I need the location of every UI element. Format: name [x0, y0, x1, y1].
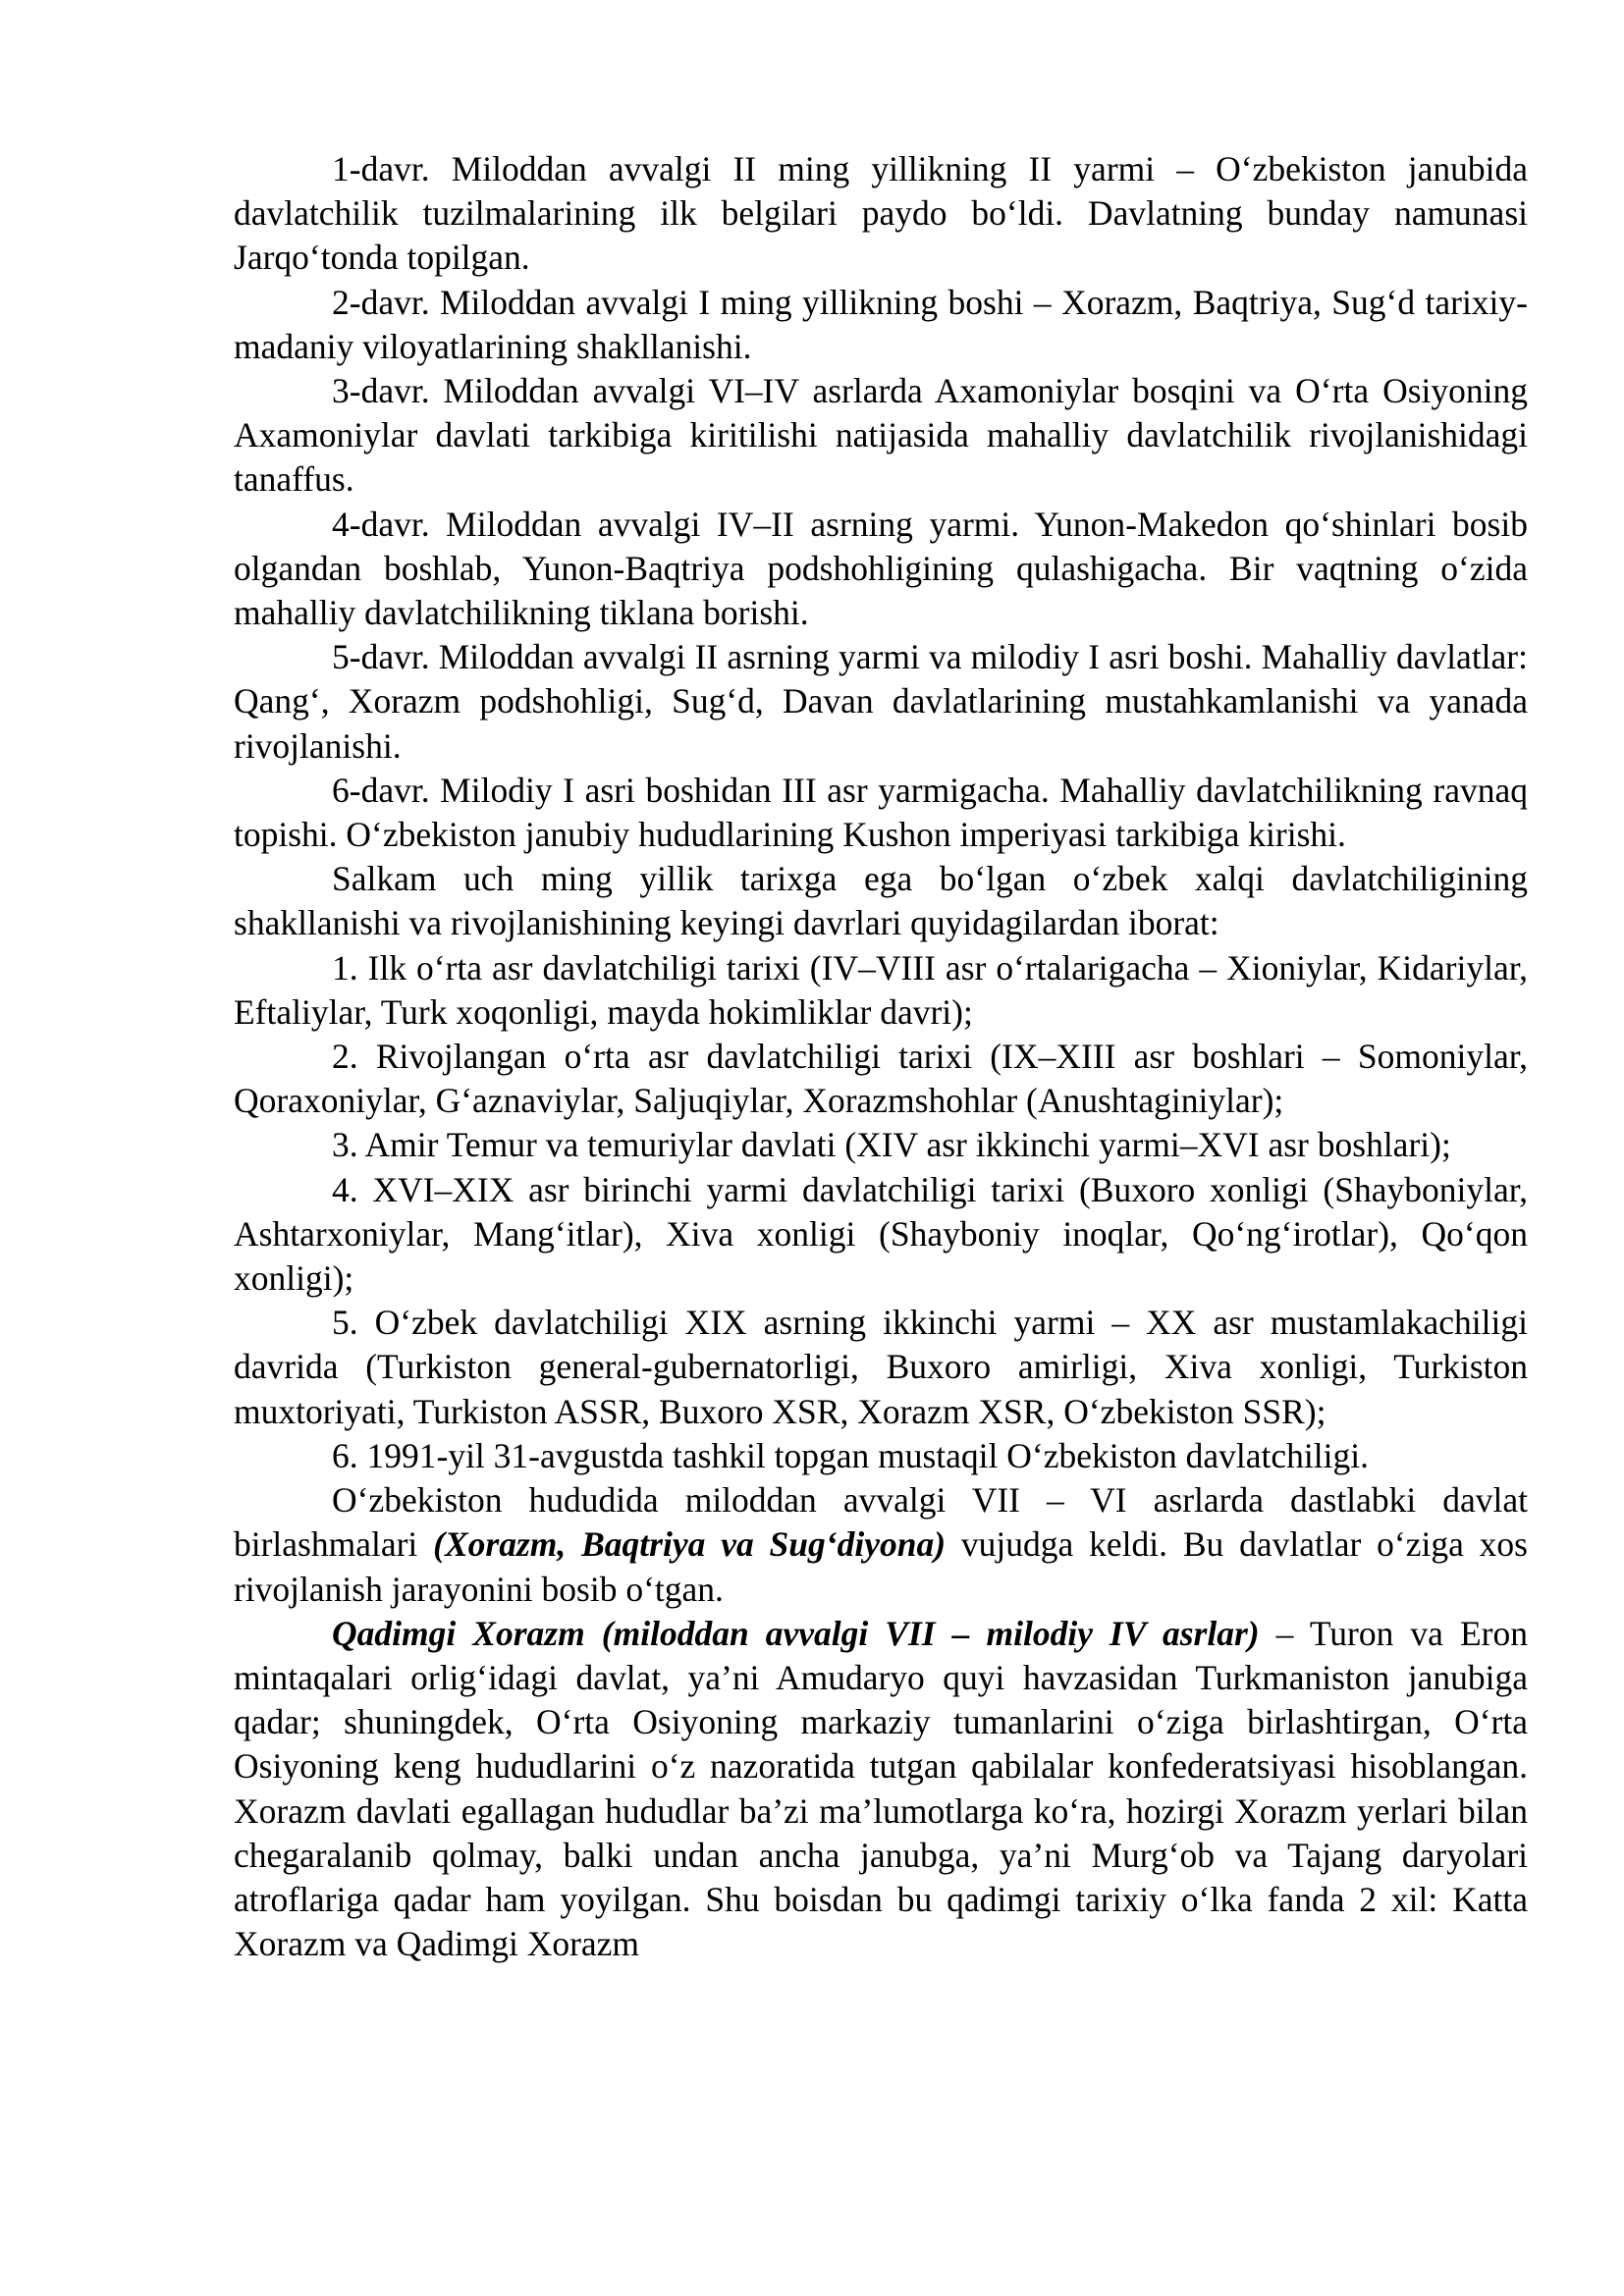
list-item-2: 2. Rivojlangan o‘rta asr davlatchiligi tarixi (IX–XIII asr boshlari – Somoniylar, Qoraxoniylar, G‘aznaviylar, Saljuqiylar, Xorazmshohlar (Anushtaginiylar);: [234, 1037, 1528, 1121]
paragraph-first-states-tail: vujudga keldi. Bu davlatlar o‘ziga xos rivojlanish jarayonini bosib o‘tgan.: [234, 1524, 1528, 1609]
list-item-6: 6. 1991-yil 31-avgustda tashkil topgan mustaqil O‘zbekiston davlatchiligi.: [332, 1435, 1369, 1475]
paragraph-later-periods-intro: Salkam uch ming yillik tarixga ega bo‘lgan o‘zbek xalqi davlatchiligining shakllanishi va rivojlanishining keyingi davrlari quyidagilardan iborat:: [234, 859, 1528, 943]
emphasis-ancient-khorezm: Qadimgi Xorazm (miloddan avvalgi VII – milodiy IV asrlar): [332, 1613, 1260, 1653]
list-item-1: 1. Ilk o‘rta asr davlatchiligi tarixi (IV–VIII asr o‘rtalarigacha – Xioniylar, Kidariylar, Eftaliylar, Turk xoqonligi, mayda hokimliklar davri);: [234, 947, 1528, 1032]
list-item-3: 3. Amir Temur va temuriylar davlati (XIV asr ikkinchi yarmi–XVI asr boshlari);: [332, 1125, 1451, 1165]
document-page: [234, 147, 1528, 1966]
paragraph-period-4: 4-davr. Miloddan avvalgi IV–II asrning yarmi. Yunon-Makedon qo‘shinlari bosib olgandan boshlab, Yunon-Baqtriya podshohligining qulashigacha. Bir vaqtning o‘zida mahalliy davlatchilikning tiklana borishi.: [234, 504, 1528, 633]
paragraph-first-states-text: O‘zbekiston hududida miloddan avvalgi VII – VI asrlarda dastlabki davlat birlashmalari: [234, 1480, 1528, 1565]
list-item-5: 5. O‘zbek davlatchiligi XIX asrning ikkinchi yarmi – XX asr mustamlakachiligi davrida (Turkiston general-gubernatorligi, Buxoro amirligi, Xiva xonligi, Turkiston muxtoriyati, Turkiston ASSR, Buxoro XSR, Xorazm XSR, O‘zbekiston SSR);: [234, 1303, 1528, 1431]
paragraph-period-6: 6-davr. Milodiy I asri boshidan III asr yarmigacha. Mahalliy davlatchilikning ravnaq topishi. O‘zbekiston janubiy hududlarining Kushon imperiyasi tarkibiga kirishi.: [234, 770, 1528, 855]
paragraph-period-3: 3-davr. Miloddan avvalgi VI–IV asrlarda Axamoniylar bosqini va O‘rta Osiyoning Axamoniylar davlati tarkibiga kiritilishi natijasida mahalliy davlatchilik rivojlanishidagi tanaffus.: [234, 371, 1528, 500]
paragraph-period-2: 2-davr. Miloddan avvalgi I ming yillikning boshi – Xorazm, Baqtriya, Sug‘d tarixiy-madaniy viloyatlarining shakllanishi.: [234, 282, 1528, 366]
paragraph-ancient-khorezm-text: – Turon va Eron mintaqalari orlig‘idagi davlat, ya’ni Amudaryo quyi havzasidan Turkmaniston janubiga qadar; shuningdek, O‘rta Osiyoning markaziy tumanlarini o‘ziga birlashtirgan, O‘rta Osiyoning keng hududlarini o‘z nazoratida tutgan qabilalar konfederatsiyasi hisoblangan. Xorazm davlati egallagan hududlar ba’zi ma’lumotlarga ko‘ra, hozirgi Xorazm yerlari bilan chegaralanib qolmay, balki undan ancha janubga, ya’ni Murg‘ob va Tajang daryolari atroflariga qadar ham yoyilgan. Shu boisdan bu qadimgi tarixiy o‘lka fanda 2 xil: Katta Xorazm va Qadimgi Xorazm: [234, 1613, 1528, 1964]
paragraph-period-1: 1-davr. Miloddan avvalgi II ming yillikning II yarmi – O‘zbekiston janubida davlatchilik tuzilmalarining ilk belgilari paydo bo‘ldi. Davlatning bunday namunasi Jarqo‘tonda topilgan.: [234, 149, 1528, 278]
paragraph-ancient-khorezm: [234, 1612, 1528, 1967]
paragraph-period-5: 5-davr. Miloddan avvalgi II asrning yarmi va milodiy I asri boshi. Mahalliy davlatlar: Qang‘, Xorazm podshohligi, Sug‘d, Davan davlatlarining mustahkamlanishi va yanada rivojlanishi.: [234, 637, 1528, 766]
paragraph-first-states: [234, 1478, 1528, 1612]
emphasis-state-names: (Xorazm, Baqtriya va Sug‘diyona): [433, 1524, 947, 1565]
list-item-4: 4. XVI–XIX asr birinchi yarmi davlatchiligi tarixi (Buxoro xonligi (Shayboniylar, Ashtarxoniylar, Mang‘itlar), Xiva xonligi (Shayboniy inoqlar, Qo‘ng‘irotlar), Qo‘qon xonligi);: [234, 1169, 1528, 1299]
